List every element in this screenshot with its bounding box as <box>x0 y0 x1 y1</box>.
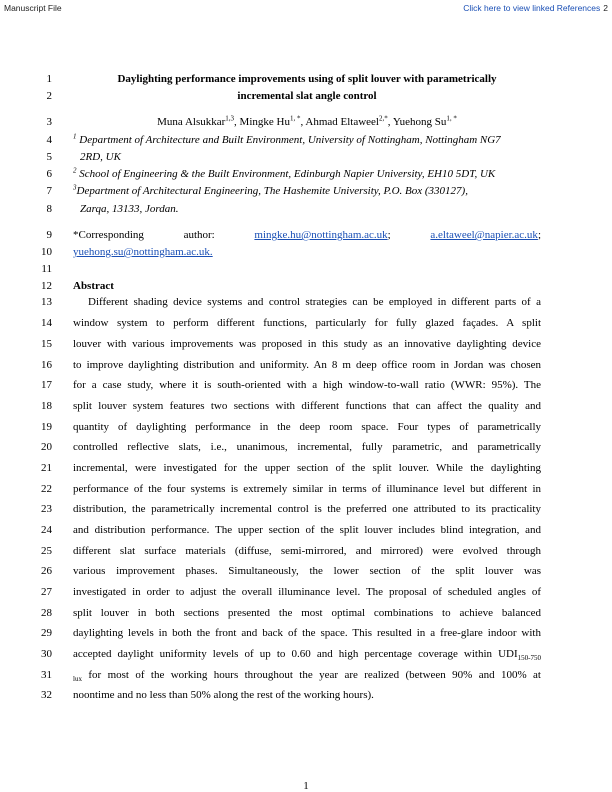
line-number: 3 <box>46 116 52 128</box>
line-number: 11 <box>41 263 52 275</box>
email-separator: ; <box>537 229 541 241</box>
line-number: 20 <box>41 441 52 453</box>
abstract-line: Different shading device systems and control strategies can be employed in different parts of a <box>88 296 541 308</box>
corresponding-author-word: author: <box>183 229 215 241</box>
abstract-line: and distribution performance. The upper section of the split louver includes blind integration, and <box>73 524 541 536</box>
line-number: 25 <box>41 545 52 557</box>
paper-title-line-1: Daylighting performance improvements using of split louver with parametrically <box>117 73 497 85</box>
abstract-line-last: noontime and no less than 50% along the rest of the working hours). <box>73 689 374 701</box>
line-number: 32 <box>41 689 52 701</box>
line-number: 8 <box>46 203 52 215</box>
line-number: 18 <box>41 400 52 412</box>
line-number: 12 <box>41 280 52 292</box>
line-number: 23 <box>41 503 52 515</box>
abstract-line: split louver system features two sections with different functions that can affect the quality and <box>73 400 541 412</box>
line-number: 4 <box>46 134 52 146</box>
abstract-line: to improve daylighting distribution and uniformity. An 8 m deep office room in Jordan was chosen <box>73 359 541 371</box>
email-link-hu[interactable]: mingke.hu@nottingham.ac.uk <box>254 229 388 241</box>
author-affiliation-mark: 1, * <box>446 114 457 123</box>
line-number: 14 <box>41 317 52 329</box>
line-number: 24 <box>41 524 52 536</box>
corresponding-author-line <box>73 229 541 241</box>
line-number: 10 <box>41 246 52 258</box>
author-affiliation-mark: 1, * <box>289 114 301 123</box>
email-link-eltaweel[interactable]: a.eltaweel@napier.ac.uk <box>430 229 538 241</box>
line-number: 13 <box>41 296 52 308</box>
affiliation-text: Department of Architectural Engineering, The Hashemite University, P.O. Box (330127), <box>76 185 468 197</box>
affiliation-mark: 2 <box>73 166 77 175</box>
abstract-text: accepted daylight uniformity levels of up to 0.60 and high percentage coverage within UDI <box>73 648 518 660</box>
line-number: 9 <box>46 229 52 241</box>
abstract-line: controlled reflective slats, i.e., unanimous, incremental, fully parametric, and parametrically <box>73 441 541 453</box>
paper-title-line-2: incremental slat angle control <box>237 90 377 102</box>
line-number: 22 <box>41 483 52 495</box>
abstract-line: for a case study, where it is south-oriented with a high window-to-wall ratio (WWR: 95%). The <box>73 379 541 391</box>
line-number: 31 <box>41 669 52 681</box>
abstract-text: for most of the working hours throughout the year are realized (between 90% and 100% at <box>81 669 541 681</box>
line-number: 15 <box>41 338 52 350</box>
corresponding-label: *Corresponding <box>73 229 144 241</box>
abstract-line: quantity of daylighting performance in the deep room space. Four types of parametrically <box>73 421 541 433</box>
affiliation-mark: 1 <box>73 132 77 141</box>
line-number: 5 <box>46 151 52 163</box>
abstract-line <box>73 669 541 684</box>
line-number: 29 <box>41 627 52 639</box>
line-number: 21 <box>41 462 52 474</box>
manuscript-file-label: Manuscript File <box>4 3 62 13</box>
abstract-line: different slat surface materials (diffuse, semi-mirrored, and mirrored) were evolved through <box>73 545 541 557</box>
email-separator: ; <box>387 229 391 241</box>
line-number: 7 <box>46 185 52 197</box>
author-affiliation-mark: 2,* <box>379 114 388 123</box>
abstract-line: various improvement phases. Simultaneously, the lower section of the split louver was <box>73 565 541 577</box>
affiliation-3-continued: Zarqa, 13133, Jordan. <box>80 203 179 215</box>
page-number: 1 <box>303 780 309 792</box>
author-name: Mingke Hu <box>239 116 290 128</box>
affiliation-mark: 3 <box>73 183 77 192</box>
abstract-line: louver with various improvements was proposed in this study as an innovative daylighting device <box>73 338 541 350</box>
email-link-su[interactable]: yuehong.su@nottingham.ac.uk. <box>73 246 213 258</box>
affiliation-1 <box>73 134 541 146</box>
abstract-line: performance of the four systems is extremely similar in terms of illuminance level but different in <box>73 483 541 495</box>
affiliation-1-continued: 2RD, UK <box>80 151 121 163</box>
author-name: Ahmad Eltaweel <box>305 116 379 128</box>
affiliation-3 <box>73 185 541 197</box>
lux-subscript: lux <box>73 675 82 684</box>
affiliation-text: School of Engineering & the Built Environment, Edinburgh Napier University, EH10 5DT, UK <box>79 168 496 180</box>
linked-references-header <box>463 3 608 13</box>
abstract-heading: Abstract <box>73 280 114 292</box>
line-number: 16 <box>41 359 52 371</box>
affiliation-2 <box>73 168 541 180</box>
line-number: 1 <box>46 73 52 85</box>
line-number: 17 <box>41 379 52 391</box>
author-affiliation-mark: 1,3 <box>225 114 235 123</box>
author-name: Muna Alsukkar <box>157 116 226 128</box>
line-number: 26 <box>41 565 52 577</box>
line-number: 19 <box>41 421 52 433</box>
line-number: 6 <box>46 168 52 180</box>
abstract-line: investigated in order to adjust the overall illuminance level. The proposal of scheduled angles of <box>73 586 541 598</box>
abstract-line <box>73 648 541 663</box>
abstract-line: daylighting levels in both the front and back of the space. This resulted in a free-glare indoor with <box>73 627 541 639</box>
abstract-line: split louver in both sections presented the most optimal combinations to achieve balanced <box>73 607 541 619</box>
affiliation-text: Department of Architecture and Built Environment, University of Nottingham, Nottingham NG7 <box>79 134 501 146</box>
line-number: 28 <box>41 607 52 619</box>
line-number: 2 <box>46 90 52 102</box>
abstract-line: distribution, the parametrically incremental control is the preferred one attributed to its practicality <box>73 503 541 515</box>
view-linked-references-link[interactable]: Click here to view linked References <box>463 3 601 13</box>
author-name: Yuehong Su <box>392 116 447 128</box>
abstract-line: incremental, were investigated for the upper section of the split louver. While the daylighting <box>73 462 541 474</box>
corresponding-author-line-2 <box>73 246 541 258</box>
line-number: 27 <box>41 586 52 598</box>
author-list: Muna Alsukkar$^{1,3}$, Mingke $Hu^{1, *}$, Ahmad Eltaweel$^{2,*}$, Yuehong $Su^{1, *}$ <box>157 114 457 128</box>
line-number: 30 <box>41 648 52 660</box>
header-page-number: 2 <box>603 3 608 13</box>
abstract-line: window system to perform different functions, particularly for fully glazed façades. A split <box>73 317 541 329</box>
udi-range-subscript: 150-750 <box>517 654 541 663</box>
